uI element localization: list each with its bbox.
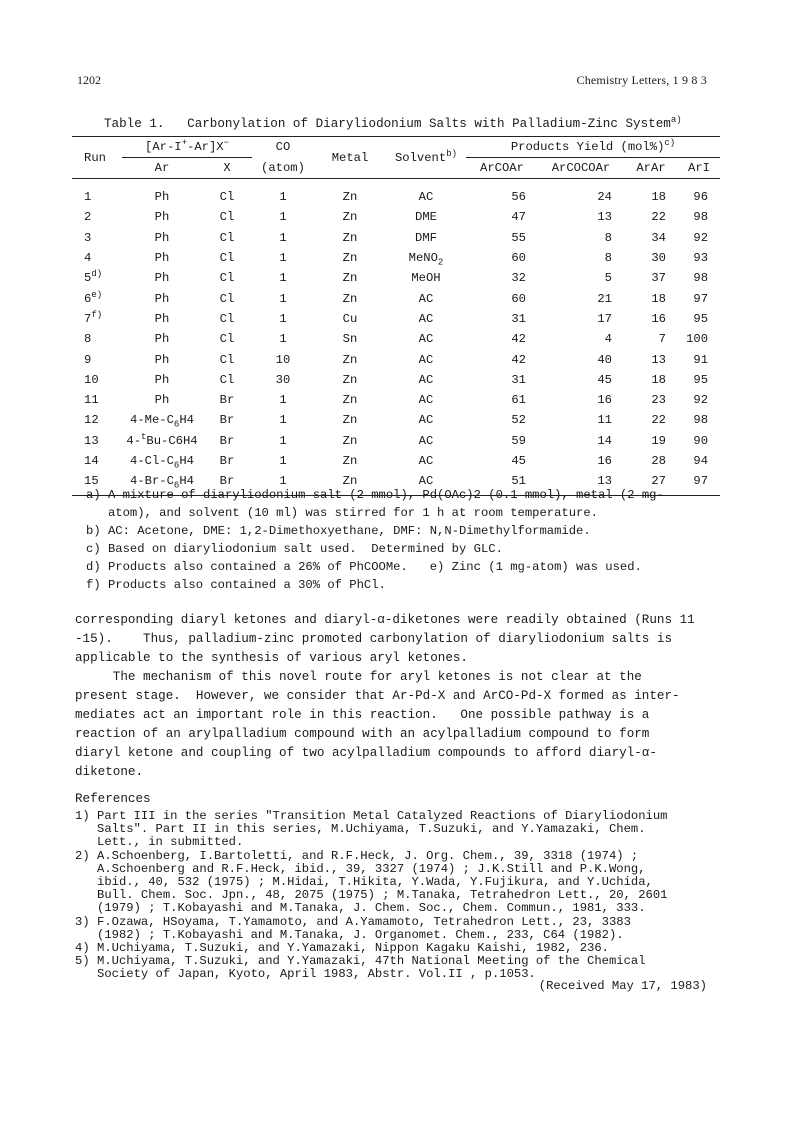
cell-x: Cl bbox=[219, 372, 235, 387]
cell-run: 5$^{d)}$ bbox=[84, 269, 103, 286]
journal-header: Chemistry Letters, 1 9 8 3 bbox=[576, 73, 707, 87]
cell-metal: Zn bbox=[342, 372, 358, 387]
col-x: X bbox=[223, 161, 231, 175]
cell-arar: 18 bbox=[651, 372, 666, 387]
cell-metal: Zn bbox=[342, 251, 358, 266]
cell-metal: Zn bbox=[342, 190, 358, 205]
cell-co: 10 bbox=[275, 352, 291, 367]
table-row bbox=[72, 309, 720, 329]
reference-text bbox=[97, 810, 667, 850]
cell-ar: Ph bbox=[154, 352, 170, 367]
reference-item bbox=[75, 955, 720, 981]
cell-run: 8 bbox=[84, 332, 92, 347]
cell-arar: 22 bbox=[651, 413, 666, 428]
cell-arcocoar: 17 bbox=[597, 311, 612, 326]
cell-arar: 19 bbox=[651, 433, 666, 448]
references-heading: References bbox=[75, 792, 151, 806]
cell-arcocoar: 13 bbox=[597, 474, 612, 489]
reference-text bbox=[97, 916, 631, 942]
cell-run: 7$^{f)}$ bbox=[84, 309, 103, 326]
table-row bbox=[72, 329, 720, 349]
cell-metal: Zn bbox=[342, 210, 358, 225]
cell-ar: Ph bbox=[154, 271, 170, 286]
cell-ar: Ph bbox=[154, 190, 170, 205]
table-caption: Table 1. Carbonylation of Diaryliodonium Salts with Palladium-Zinc System$^{a)}$ bbox=[104, 114, 682, 131]
cell-run: 11 bbox=[84, 393, 99, 408]
reference-number: 2) bbox=[75, 848, 90, 863]
cell-co: 1 bbox=[279, 210, 287, 225]
cell-run: 10 bbox=[84, 372, 99, 387]
cell-solvent: MeNO$_2$ bbox=[408, 251, 444, 268]
cell-arar: 16 bbox=[651, 311, 666, 326]
cell-metal: Zn bbox=[342, 271, 358, 286]
cell-run: 3 bbox=[84, 230, 92, 245]
body-line: diaryl ketone and coupling of two acylpalladium compounds to afford diaryl-α- bbox=[75, 746, 657, 760]
reference-line: A.Schoenberg, I.Bartoletti, and R.F.Heck, J. Org. Chem., 39, 3318 (1974) ; bbox=[97, 848, 639, 863]
col-arcoar: ArCOAr bbox=[480, 161, 524, 175]
cell-co: 1 bbox=[279, 413, 287, 428]
reference-item bbox=[75, 810, 720, 850]
cell-arcocoar: 40 bbox=[597, 352, 612, 367]
table-row bbox=[72, 410, 720, 430]
body-line: present stage. However, we consider that Ar-Pd-X and ArCO-Pd-X formed as inter- bbox=[75, 689, 680, 703]
cell-arcoar: 47 bbox=[511, 210, 526, 225]
reference-number: 3) bbox=[75, 914, 90, 929]
cell-co: 1 bbox=[279, 311, 287, 326]
table-header-row-1 bbox=[72, 137, 720, 158]
cell-co: 1 bbox=[279, 190, 287, 205]
page-number: 1202 bbox=[77, 73, 101, 87]
cell-arcocoar: 14 bbox=[597, 433, 612, 448]
cell-ari: 94 bbox=[693, 454, 709, 468]
cell-ar: Ph bbox=[154, 311, 170, 326]
cell-x: Br bbox=[219, 433, 235, 448]
reference-line: Part III in the series "Transition Metal Catalyzed Reactions of Diaryliodonium bbox=[97, 809, 668, 823]
cell-co: 1 bbox=[279, 271, 287, 286]
footnote-line: c) Based on diaryliodonium salt used. Determined by GLC. bbox=[86, 542, 503, 556]
cell-arcocoar: 21 bbox=[597, 291, 612, 306]
cell-ar: $4-Me-C_6H4$ bbox=[130, 413, 194, 430]
cell-run: 14 bbox=[84, 454, 99, 468]
cell-metal: Cu bbox=[342, 311, 358, 326]
col-co-unit: (atom) bbox=[261, 160, 305, 175]
cell-x: Cl bbox=[219, 210, 235, 225]
body-line: applicable to the synthesis of various aryl ketones. bbox=[75, 651, 468, 665]
cell-arcoar: 31 bbox=[511, 311, 526, 326]
cell-arcocoar: 45 bbox=[597, 372, 612, 387]
table-row bbox=[72, 390, 720, 410]
cell-x: Cl bbox=[219, 251, 235, 266]
cell-arcoar: 52 bbox=[511, 413, 526, 428]
body-line: reaction of an arylpalladium compound with an acylpalladium compound to form bbox=[75, 727, 650, 741]
cell-ar: Ph bbox=[154, 210, 170, 225]
cell-co: 1 bbox=[279, 251, 287, 266]
col-metal: Metal bbox=[331, 150, 369, 165]
reference-line: F.Ozawa, HSoyama, T.Yamamoto, and A.Yamamoto, Tetrahedron Lett., 23, 3383 bbox=[97, 914, 631, 929]
table-row bbox=[72, 268, 720, 288]
cell-arcocoar: 16 bbox=[597, 454, 612, 468]
cell-solvent: AC bbox=[418, 372, 434, 387]
cell-run: 4 bbox=[84, 251, 92, 266]
cell-arcocoar: 13 bbox=[597, 210, 612, 225]
cell-arcoar: 32 bbox=[511, 271, 526, 286]
cell-arcoar: 60 bbox=[511, 291, 526, 306]
cell-co: 1 bbox=[279, 454, 287, 468]
cell-solvent: AC bbox=[418, 311, 434, 326]
cell-co: 1 bbox=[279, 433, 287, 448]
cell-solvent: AC bbox=[418, 393, 434, 408]
reference-item bbox=[75, 850, 720, 916]
cell-ari: 100 bbox=[686, 332, 709, 347]
cell-run: 9 bbox=[84, 352, 92, 367]
cell-x: Cl bbox=[219, 230, 235, 245]
cell-ari: 91 bbox=[693, 352, 709, 367]
body-text bbox=[75, 611, 720, 782]
cell-arar: 18 bbox=[651, 190, 666, 205]
table-row bbox=[72, 288, 720, 308]
cell-arcocoar: 5 bbox=[604, 271, 612, 286]
col-ar: Ar bbox=[154, 161, 170, 175]
footnote-line: f) Products also contained a 30% of PhCl. bbox=[86, 578, 386, 592]
cell-run: 2 bbox=[84, 210, 92, 225]
reference-number: 5) bbox=[75, 954, 90, 969]
cell-ar: Ph bbox=[154, 251, 170, 266]
cell-metal: Zn bbox=[342, 454, 358, 468]
cell-ar: Ph bbox=[154, 291, 170, 306]
cell-arcoar: 42 bbox=[511, 352, 526, 367]
received-date: (Received May 17, 1983) bbox=[538, 979, 707, 993]
cell-metal: Zn bbox=[342, 433, 358, 448]
cell-arcoar: 55 bbox=[511, 230, 526, 245]
cell-arar: 7 bbox=[658, 332, 666, 347]
table-row bbox=[72, 451, 720, 471]
cell-solvent: AC bbox=[418, 454, 434, 468]
cell-ari: 92 bbox=[693, 230, 709, 245]
reference-line: (1982) ; T.Kobayashi and M.Tanaka, J. Organomet. Chem., 233, C64 (1982). bbox=[97, 927, 624, 942]
cell-x: Cl bbox=[219, 190, 235, 205]
table-row bbox=[72, 370, 720, 390]
table-row bbox=[72, 179, 720, 208]
results-table bbox=[72, 136, 720, 496]
col-arar: ArAr bbox=[636, 161, 666, 175]
cell-x: Cl bbox=[219, 311, 235, 326]
cell-ari: 98 bbox=[693, 210, 709, 225]
reference-text bbox=[97, 850, 667, 916]
reference-line: Society of Japan, Kyoto, April 1983, Abstr. Vol.II , p.1053. bbox=[97, 967, 536, 982]
cell-ari: 98 bbox=[693, 271, 709, 286]
cell-arcoar: 60 bbox=[511, 251, 526, 266]
cell-solvent: AC bbox=[418, 190, 434, 205]
cell-co: 1 bbox=[279, 332, 287, 347]
cell-ari: 98 bbox=[693, 413, 709, 428]
cell-arar: 13 bbox=[651, 352, 666, 367]
cell-metal: Zn bbox=[342, 393, 358, 408]
cell-ar: Ph bbox=[154, 230, 170, 245]
body-line: corresponding diaryl ketones and diaryl-α-diketones were readily obtained (Runs 11 bbox=[75, 613, 695, 627]
cell-solvent: DMF bbox=[415, 230, 437, 245]
table-row bbox=[72, 228, 720, 248]
cell-metal: Zn bbox=[342, 291, 358, 306]
footnote-line: d) Products also contained a 26% of PhCOOMe. e) Zinc (1 mg-atom) was used. bbox=[86, 560, 642, 574]
cell-arcoar: 31 bbox=[511, 372, 526, 387]
cell-run: 13 bbox=[84, 433, 99, 448]
cell-arcocoar: 16 bbox=[597, 393, 612, 408]
cell-ar: Ph bbox=[154, 393, 170, 408]
cell-ari: 92 bbox=[693, 393, 709, 408]
cell-run: 6$^{e)}$ bbox=[84, 289, 103, 306]
table-row bbox=[72, 248, 720, 268]
table-row bbox=[72, 349, 720, 369]
body-line: -15). Thus, palladium-zinc promoted carbonylation of diaryliodonium salts is bbox=[75, 632, 673, 646]
col-ari: ArI bbox=[688, 161, 710, 175]
cell-arar: 28 bbox=[651, 454, 666, 468]
cell-solvent: AC bbox=[418, 332, 434, 347]
body-line: mediates act an important role in this reaction. One possible pathway is a bbox=[75, 708, 650, 722]
cell-ar: Ph bbox=[154, 372, 170, 387]
cell-metal: Zn bbox=[342, 413, 358, 428]
col-co: CO bbox=[275, 140, 291, 155]
reference-number: 1) bbox=[75, 809, 90, 823]
cell-arar: 27 bbox=[651, 474, 666, 489]
footnote-line: b) AC: Acetone, DME: 1,2-Dimethoxyethane, DMF: N,N-Dimethylformamide. bbox=[86, 524, 591, 538]
cell-co: 1 bbox=[279, 474, 287, 489]
cell-solvent: AC bbox=[418, 474, 434, 489]
col-run: Run bbox=[84, 150, 106, 165]
reference-text bbox=[97, 955, 646, 981]
cell-run: 1 bbox=[84, 190, 92, 205]
col-products: Products Yield $(mol\%)^{c)}$ bbox=[466, 137, 720, 158]
cell-solvent: AC bbox=[418, 352, 434, 367]
cell-arar: 37 bbox=[651, 271, 666, 286]
cell-arar: 22 bbox=[651, 210, 666, 225]
cell-metal: Zn bbox=[342, 352, 358, 367]
cell-ari: 96 bbox=[693, 190, 709, 205]
cell-solvent: AC bbox=[418, 433, 434, 448]
cell-x: Br bbox=[219, 393, 235, 408]
cell-x: Br bbox=[219, 454, 235, 468]
table-footnotes bbox=[86, 486, 716, 594]
cell-arcoar: 51 bbox=[511, 474, 526, 489]
cell-ari: 90 bbox=[693, 433, 709, 448]
cell-ar: $4-Cl-C_6H4$ bbox=[130, 454, 194, 471]
cell-arar: 30 bbox=[651, 251, 666, 266]
reference-line: Lett., in submitted. bbox=[97, 835, 244, 850]
cell-co: 1 bbox=[279, 291, 287, 306]
cell-arar: 23 bbox=[651, 393, 666, 408]
body-line: The mechanism of this novel route for aryl ketones is not clear at the bbox=[75, 670, 642, 684]
cell-solvent: AC bbox=[418, 291, 434, 306]
cell-arcocoar: 8 bbox=[604, 230, 612, 245]
cell-solvent: AC bbox=[418, 413, 434, 428]
cell-metal: Zn bbox=[342, 230, 358, 245]
cell-arcocoar: 24 bbox=[597, 190, 612, 205]
cell-arcoar: 56 bbox=[511, 190, 526, 205]
cell-arar: 18 bbox=[651, 291, 666, 306]
table-body bbox=[72, 179, 720, 496]
cell-run: 12 bbox=[84, 413, 99, 428]
table-row bbox=[72, 207, 720, 227]
cell-x: Cl bbox=[219, 291, 235, 306]
reference-line: ibid., 40, 532 (1975) ; M.Hidai, T.Hikita, Y.Wada, Y.Fujikura, and Y.Uchida, bbox=[97, 875, 653, 890]
cell-solvent: DME bbox=[415, 210, 437, 225]
cell-metal: Sn bbox=[342, 332, 358, 347]
cell-metal: Zn bbox=[342, 474, 358, 489]
cell-arcocoar: 8 bbox=[604, 251, 612, 266]
cell-x: Cl bbox=[219, 352, 235, 367]
cell-x: Br bbox=[219, 474, 235, 489]
reference-line: M.Uchiyama, T.Suzuki, and Y.Yamazaki, Nippon Kagaku Kaishi, 1982, 236. bbox=[97, 941, 609, 956]
cell-x: Cl bbox=[219, 332, 235, 347]
references-list bbox=[75, 810, 720, 982]
reference-line: M.Uchiyama, T.Suzuki, and Y.Yamazaki, 47th National Meeting of the Chemical bbox=[97, 954, 646, 969]
col-salt: [Ar-I+-Ar]X− bbox=[122, 137, 252, 158]
cell-x: Cl bbox=[219, 271, 235, 286]
cell-ari: 93 bbox=[693, 251, 709, 266]
cell-arar: 34 bbox=[651, 230, 666, 245]
cell-ar: 4-$^t$Bu-C6H4 bbox=[126, 431, 198, 448]
reference-number: 4) bbox=[75, 941, 90, 956]
cell-arcoar: 42 bbox=[511, 332, 526, 347]
footnote-line: atom), and solvent (10 ml) was stirred for 1 h at room temperature. bbox=[86, 506, 598, 520]
cell-run: 15 bbox=[84, 474, 99, 489]
cell-ari: 97 bbox=[693, 291, 709, 306]
cell-arcoar: 61 bbox=[511, 393, 526, 408]
cell-co: 1 bbox=[279, 230, 287, 245]
reference-item bbox=[75, 916, 720, 942]
cell-co: 1 bbox=[279, 393, 287, 408]
reference-line: (1979) ; T.Kobayashi and M.Tanaka, J. Chem. Soc., Chem. Commun., 1981, 333. bbox=[97, 901, 646, 916]
cell-arcoar: 59 bbox=[511, 433, 526, 448]
col-solvent: Solvent$^{b)}$ bbox=[394, 148, 457, 165]
cell-ari: 95 bbox=[693, 372, 709, 387]
reference-line: A.Schoenberg and R.F.Heck, ibid., 39, 3327 (1974) ; J.K.Still and P.K.Wong, bbox=[97, 861, 646, 876]
body-line: diketone. bbox=[75, 765, 144, 779]
reference-line: Salts". Part II in this series, M.Uchiyama, T.Suzuki, and Y.Yamazaki, Chem. bbox=[97, 822, 646, 837]
col-arcocoar: ArCOCOAr bbox=[551, 161, 611, 175]
cell-arcoar: 45 bbox=[511, 454, 526, 468]
cell-ari: 95 bbox=[693, 311, 709, 326]
cell-arcocoar: 11 bbox=[597, 413, 612, 428]
cell-arcocoar: 4 bbox=[604, 332, 612, 347]
cell-co: 30 bbox=[275, 372, 291, 387]
footnote-line: a) A mixture of diaryliodonium salt (2 mmol), Pd(OAc)2 (0.1 mmol), metal (2 mg- bbox=[86, 488, 664, 502]
cell-solvent: MeOH bbox=[411, 271, 441, 286]
table-row bbox=[72, 431, 720, 451]
cell-ar: $4-Br-C_6H4$ bbox=[130, 474, 194, 491]
cell-x: Br bbox=[219, 413, 235, 428]
cell-ar: Ph bbox=[154, 332, 170, 347]
reference-line: Bull. Chem. Soc. Jpn., 48, 2075 (1975) ; M.Tanaka, Tetrahedron Lett., 20, 2601 bbox=[97, 888, 668, 903]
cell-ari: 97 bbox=[693, 474, 709, 489]
